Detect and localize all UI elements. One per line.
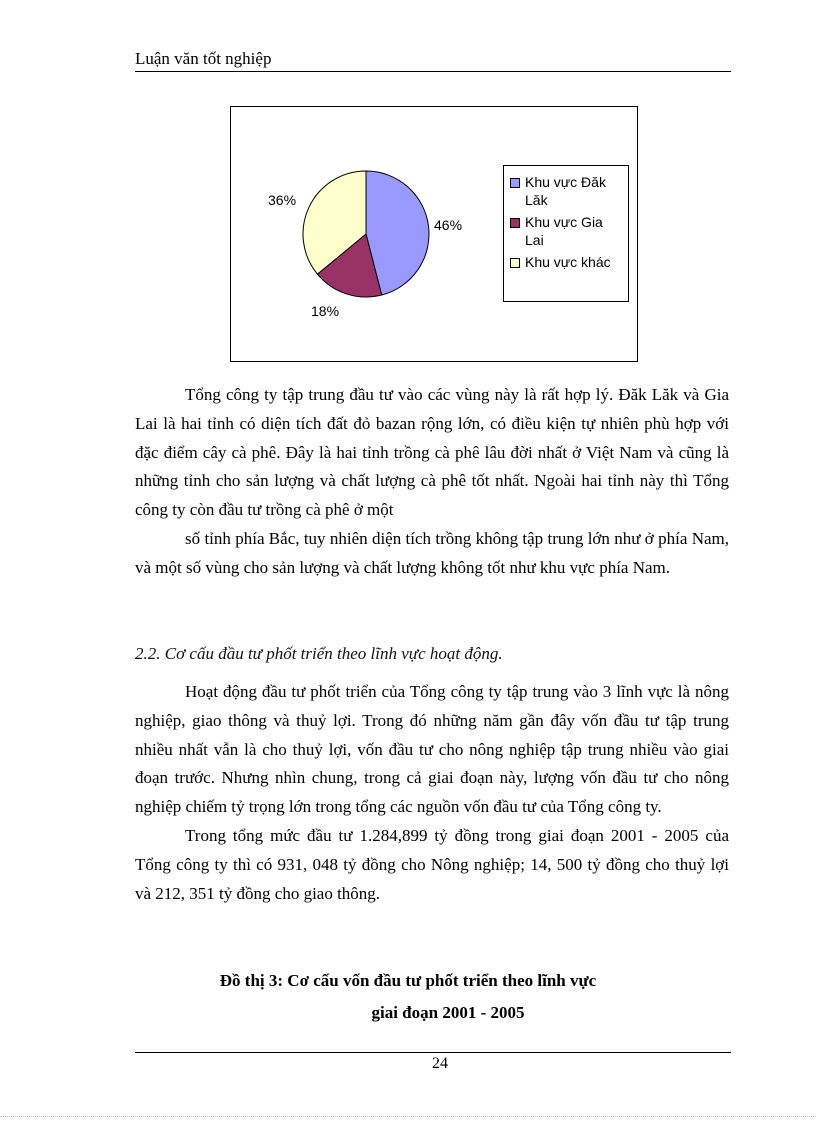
- chart-caption-line1: Đồ thị 3: Cơ cấu vốn đầu tư phốt triển theo lĩnh vực: [219, 971, 597, 990]
- paragraph-4: Trong tổng mức đầu tư 1.284,899 tỷ đồng trong giai đoạn 2001 - 2005 của Tổng công ty thì có 931, 048 tỷ đồng cho Nông nghiệp; 14, 500 tỷ đồng cho thuỷ lợi và 212, 351 tỷ đồng cho giao thông.: [135, 825, 729, 903]
- legend-item-dak-lak: [510, 173, 624, 209]
- legend-swatch-gia-lai: [510, 218, 520, 228]
- pie-label-khac: 36%: [268, 192, 297, 208]
- legend-line: Lai: [525, 232, 544, 248]
- header-rule: [135, 71, 731, 72]
- body-paragraphs-1: [135, 381, 729, 583]
- section-heading: 2.2. Cơ cấu đầu tư phốt triển theo lĩnh vực hoạt động.: [135, 644, 503, 663]
- chart-caption-line2: giai đoạn 2001 - 2005: [371, 1003, 525, 1022]
- chart-legend: [503, 165, 629, 302]
- pie-chart: [230, 106, 638, 362]
- paragraph-3: Hoạt động đầu tư phốt triển của Tổng công ty tập trung vào 3 lĩnh vực là nông nghiệp, giao thông và thuỷ lợi. Trong đó những năm gần đây vốn đầu tư tập trung nhiều nhất vẫn là cho thuỷ lợi, vốn đầu tư cho nông nghiệp tập trung nhiều vào giai đoạn trước. Nhưng nhìn chung, trong cả giai đoạn này, lượng vốn đầu tư cho nông nghiệp chiếm tỷ trọng lớn trong tổng các nguồn vốn đầu tư của Tổng công ty.: [135, 682, 729, 817]
- page-number: 24: [432, 1055, 448, 1072]
- body-paragraphs-2: [135, 678, 729, 908]
- legend-item-gia-lai: [510, 213, 624, 249]
- legend-label-khac: Khu vực khác: [525, 254, 611, 270]
- pie-label-gia-lai: 18%: [311, 303, 340, 319]
- footer-rule: [135, 1052, 731, 1053]
- legend-line: Lăk: [525, 192, 548, 208]
- legend-swatch-dak-lak: [510, 178, 520, 188]
- pie-label-dak-lak: 46%: [434, 217, 463, 233]
- legend-line: Khu vực Đăk: [525, 174, 606, 190]
- legend-item-khac: [510, 253, 624, 271]
- paragraph-1: Tổng công ty tập trung đầu tư vào các vùng này là rất hợp lý. Đăk Lăk và Gia Lai là hai tỉnh có diện tích đất đỏ bazan rộng lớn, có điều kiện tự nhiên phù hợp với đặc điểm cây cà phê. Đây là hai tỉnh trồng cà phê lâu đời nhất ở Việt Nam và cũng là những tỉnh cho sản lượng và chất lượng cà phê tốt nhất. Ngoài hai tỉnh này thì Tổng công ty còn đầu tư trồng cà phê ở một: [135, 385, 729, 520]
- page-edge: [0, 1116, 816, 1117]
- legend-line: Khu vực Gia: [525, 214, 603, 230]
- legend-label-dak-lak: [525, 173, 606, 209]
- paragraph-2: số tỉnh phía Bắc, tuy nhiên diện tích trồng không tập trung lớn như ở phía Nam, và một số vùng cho sản lượng và chất lượng không tốt như khu vực phía Nam.: [135, 528, 729, 577]
- header-title: Luận văn tốt nghiệp: [135, 49, 272, 68]
- legend-label-gia-lai: [525, 213, 603, 249]
- legend-swatch-khac: [510, 258, 520, 268]
